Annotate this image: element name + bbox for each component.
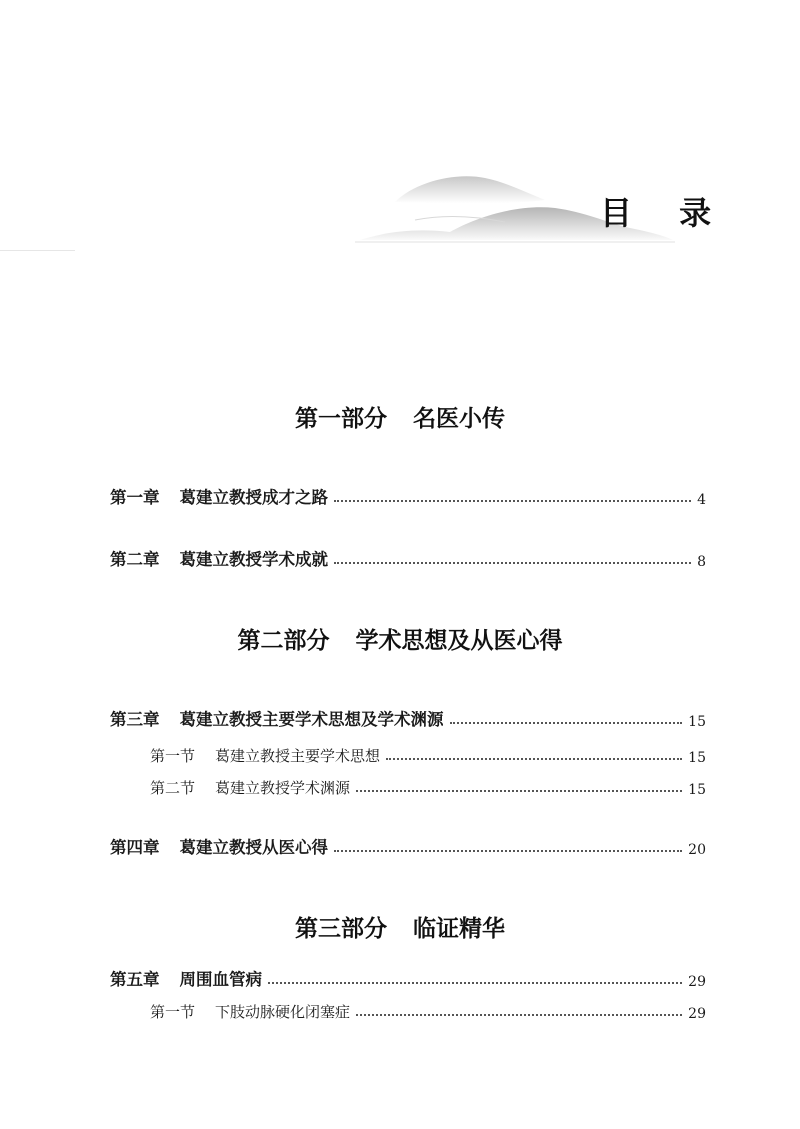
section-number: 第二节 (150, 779, 196, 797)
chapter-number: 第一章 (110, 488, 160, 507)
section-number: 第一节 (150, 747, 196, 765)
toc-entry[interactable] (150, 774, 706, 798)
page-title: 目 录 (600, 194, 730, 232)
chapter-title: 葛建立教授成才之路 (179, 488, 328, 507)
section-number: 第一节 (150, 1003, 196, 1021)
toc-entry[interactable] (150, 742, 706, 766)
toc-entry[interactable] (110, 966, 706, 990)
page-number: 15 (688, 714, 706, 730)
part-number: 第二部分 (237, 627, 330, 654)
part-name: 临证精华 (413, 915, 505, 942)
part-name: 学术思想及从医心得 (355, 627, 563, 654)
page-number: 8 (697, 554, 706, 570)
toc-entry[interactable] (150, 998, 706, 1022)
section-title: 葛建立教授主要学术思想 (215, 747, 381, 765)
page-number: 4 (697, 492, 706, 508)
dot-leader (334, 562, 691, 564)
dot-leader (334, 850, 682, 852)
section-title: 下肢动脉硬化闭塞症 (215, 1003, 351, 1021)
dot-leader (450, 722, 683, 724)
chapter-title: 周围血管病 (179, 970, 262, 989)
chapter-number: 第四章 (110, 838, 160, 857)
part-number: 第三部分 (295, 915, 387, 942)
dot-leader (268, 982, 682, 984)
toc-entry[interactable] (110, 834, 706, 858)
chapter-number: 第五章 (110, 970, 160, 989)
page-number: 15 (688, 750, 706, 766)
chapter-title: 葛建立教授主要学术思想及学术渊源 (179, 710, 444, 729)
divider-line (0, 250, 75, 251)
chapter-number: 第三章 (110, 710, 160, 729)
section-title: 葛建立教授学术渊源 (215, 779, 351, 797)
toc-entry[interactable] (110, 706, 706, 730)
dot-leader (386, 758, 682, 760)
part-number: 第一部分 (295, 405, 387, 432)
chapter-number: 第二章 (110, 550, 160, 569)
chapter-title: 葛建立教授学术成就 (179, 550, 328, 569)
page-number: 29 (688, 1006, 706, 1022)
toc-entry[interactable] (110, 546, 706, 570)
page-number: 15 (688, 782, 706, 798)
page-number: 20 (688, 842, 706, 858)
dot-leader (334, 500, 691, 502)
toc-entry[interactable] (110, 484, 706, 508)
part-heading (0, 910, 800, 943)
dot-leader (356, 1014, 682, 1016)
page-number: 29 (688, 974, 706, 990)
part-name: 名医小传 (413, 405, 505, 432)
chapter-title: 葛建立教授从医心得 (179, 838, 328, 857)
part-heading (0, 400, 800, 433)
dot-leader (356, 790, 682, 792)
part-heading (0, 622, 800, 655)
